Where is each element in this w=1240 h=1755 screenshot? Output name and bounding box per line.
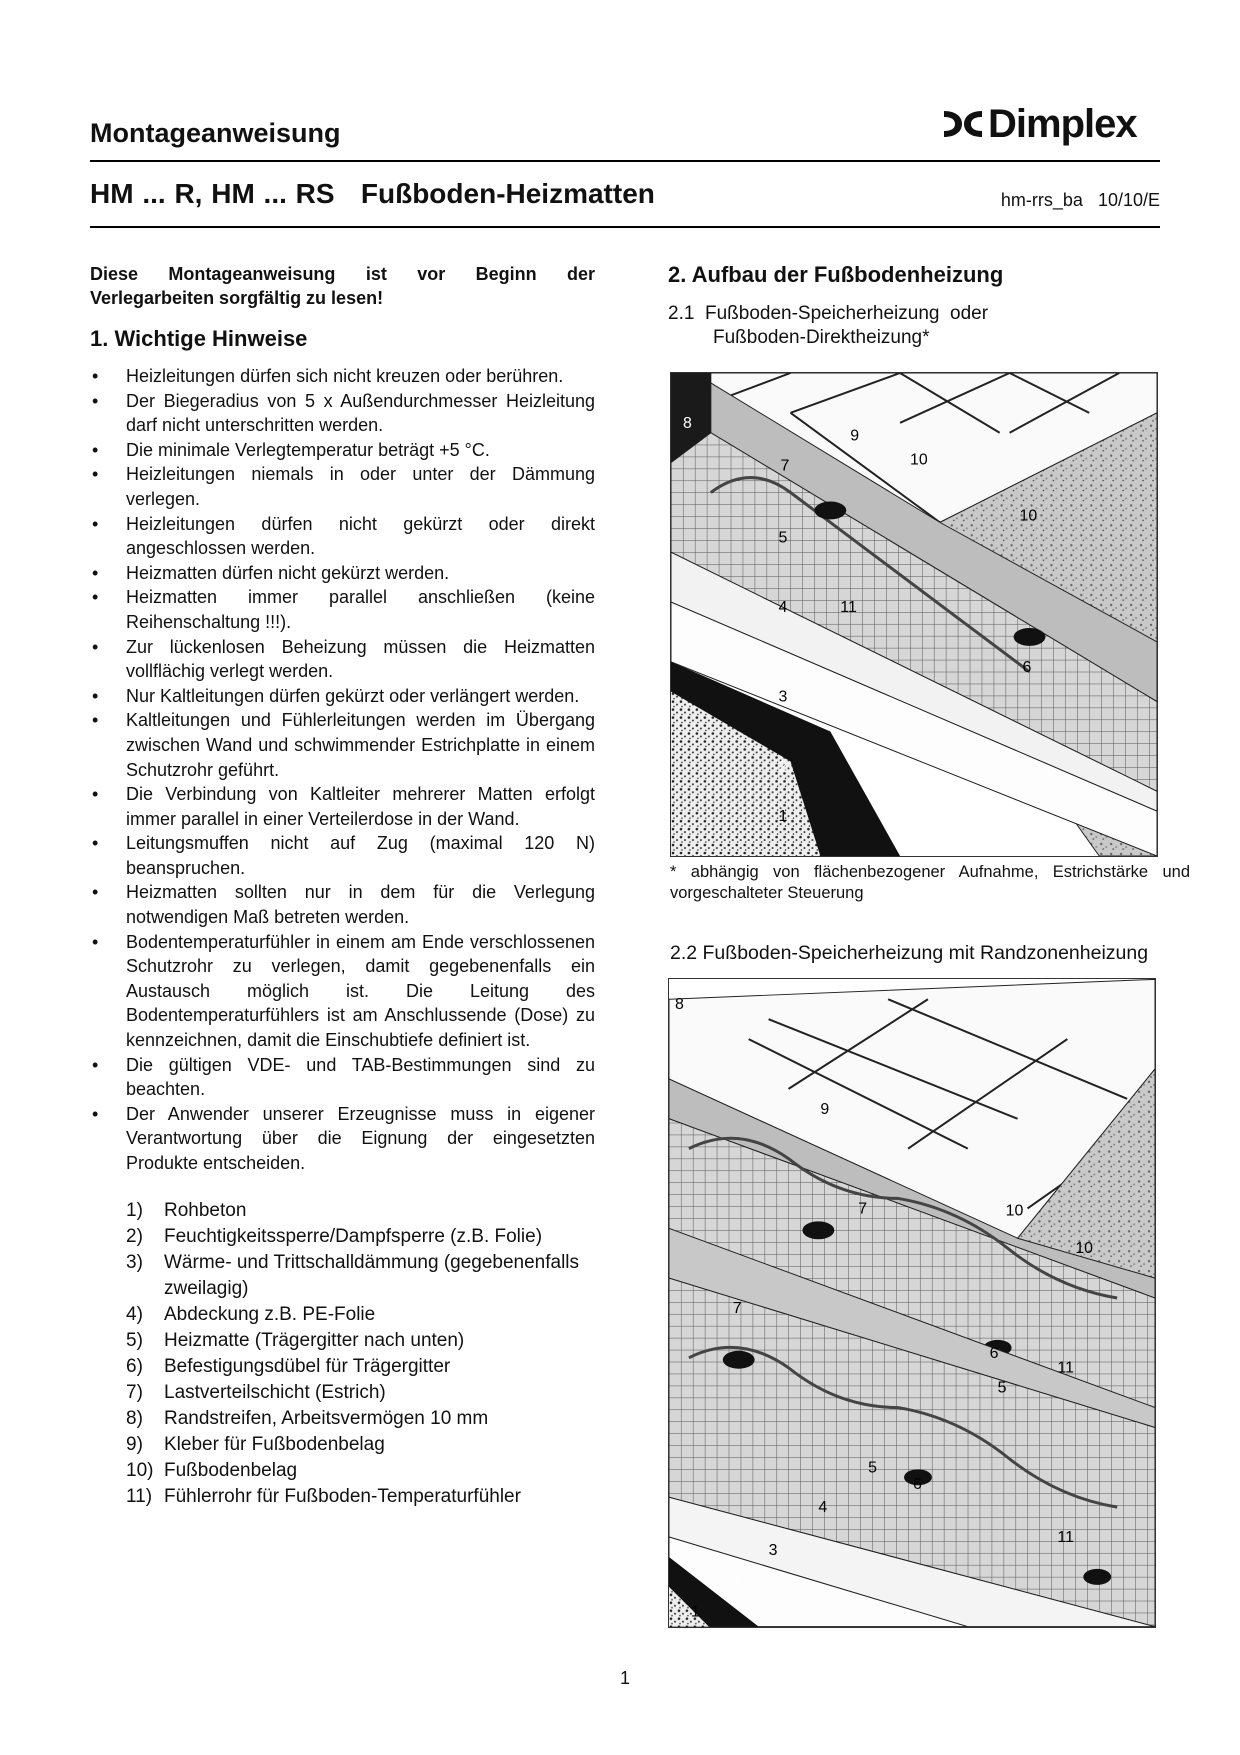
notes-list	[90, 364, 595, 1176]
list-item: • Die gültigen VDE- und TAB-Bestimmungen sind zu beachten.	[90, 1053, 595, 1102]
figure-label: 4	[778, 599, 788, 617]
subsection-2-1-title	[668, 302, 1188, 350]
figure-label: 3	[768, 1541, 778, 1559]
legend-list	[126, 1198, 595, 1510]
list-item: • Der Biegeradius von 5 x Außendurchmesser Heizleitung darf nicht unterschritten werden.	[90, 389, 595, 438]
left-column	[90, 262, 595, 1510]
legend-item: 3) Wärme- und Trittschalldämmung (gegebenenfalls zweilagig)	[126, 1251, 580, 1299]
figure-label: 10	[1005, 1202, 1024, 1220]
dowel-icon	[1014, 628, 1046, 646]
subsection-2-1-line1: 2.1 Fußboden-Speicherheizung oder	[668, 303, 989, 324]
legend-item: 4) Abdeckung z.B. PE-Folie	[126, 1303, 376, 1325]
figure-label: 6	[912, 1476, 922, 1494]
figure-label: 10	[1075, 1240, 1094, 1258]
figure-label: 5	[997, 1379, 1007, 1397]
figure-label: 2	[778, 758, 788, 776]
figure-label: 10	[910, 451, 928, 469]
right-column	[668, 262, 1188, 350]
list-item: • Der Anwender unserer Erzeugnisse muss in eigener Verantwortung über die Eignung der eingesetzten Produkte entscheiden.	[90, 1102, 595, 1176]
figure-label: 7	[732, 1299, 742, 1317]
list-item: • Heizleitungen dürfen sich nicht kreuzen oder berühren.	[90, 364, 595, 389]
page-number: 1	[620, 1668, 631, 1688]
figure-label: 6	[1022, 658, 1032, 676]
list-item: • Bodentemperaturfühler in einem am Ende verschlossenen Schutzrohr zu verlegen, damit gegebenenfalls ein Austausch möglich ist. Die Leitung des Bodentemperaturfühlers ist am Anschlussende (Dose) zu kennzeichnen, damit die Einschubtiefe definiert ist.	[90, 930, 595, 1053]
section-2-title: 2. Aufbau der Fußbodenheizung	[668, 262, 1004, 287]
legend-item: 2) Feuchtigkeitssperre/Dampfsperre (z.B. Folie)	[126, 1225, 543, 1247]
brand-name: Dimplex	[988, 101, 1137, 146]
header-rule-top	[90, 160, 1160, 162]
product-title: HM ... R, HM ... RS Fußboden-Heizmatten	[90, 178, 655, 209]
list-item: • Leitungsmuffen nicht auf Zug (maximal 120 N) beanspruchen.	[90, 831, 595, 880]
list-item: • Heizmatten immer parallel anschließen (keine Reihenschaltung !!!).	[90, 585, 595, 634]
figure-label: 5	[868, 1459, 878, 1477]
legend-item: 9) Kleber für Fußbodenbelag	[126, 1433, 385, 1455]
dimplex-logo-icon	[940, 105, 986, 143]
legend-item: 6) Befestigungsdübel für Trägergitter	[126, 1355, 451, 1377]
list-item: • Kaltleitungen und Fühlerleitungen werden im Übergang zwischen Wand und schwimmender Estrichplatte in einem Schutzrohr geführt.	[90, 708, 595, 782]
figure-label: 1	[690, 1603, 700, 1621]
list-item: • Heizleitungen dürfen nicht gekürzt oder direkt angeschlossen werden.	[90, 512, 595, 561]
figure-label: 6	[989, 1344, 999, 1362]
section-1-title: 1. Wichtige Hinweise	[90, 326, 308, 351]
footnote: * abhängig von flächenbezogener Aufnahme, Estrichstärke und vorgeschalteter Steuerung	[670, 863, 1190, 902]
legend-item: 1) Rohbeton	[126, 1199, 247, 1221]
dowel-icon	[814, 501, 846, 519]
figure-label: 2	[730, 1571, 740, 1589]
legend-item: 7) Lastverteilschicht (Estrich)	[126, 1381, 386, 1403]
intro-text: Diese Montageanweisung ist vor Beginn der Verlegarbeiten sorgfältig zu lesen!	[90, 264, 595, 308]
brand-logo	[940, 100, 1160, 148]
list-item: • Die minimale Verlegtemperatur beträgt +5 °C.	[90, 438, 595, 463]
figure-label: 10	[1019, 507, 1038, 525]
subsection-2-1-line2: Fußboden-Direktheizung*	[713, 327, 930, 348]
list-item: • Nur Kaltleitungen dürfen gekürzt oder verlängert werden.	[90, 684, 595, 709]
legend-item: 5) Heizmatte (Trägergitter nach unten)	[126, 1329, 465, 1351]
header-rule-bottom	[90, 226, 1160, 228]
figure-label: 9	[820, 1100, 830, 1118]
document-type: Montageanweisung	[90, 118, 341, 148]
list-item: • Die Verbindung von Kaltleiter mehrerer Matten erfolgt immer parallel in einer Verteilerdose in der Wand.	[90, 782, 595, 831]
list-item: • Heizleitungen niemals in oder unter der Dämmung verlegen.	[90, 462, 595, 511]
figure-label: 7	[780, 457, 790, 475]
figure-2-2-edge-zone-heating	[668, 978, 1156, 1628]
figure-2-1-floor-heating-layers	[670, 372, 1158, 857]
list-item: • Zur lückenlosen Beheizung müssen die Heizmatten vollflächig verlegt werden.	[90, 635, 595, 684]
figure-label: 11	[1057, 1529, 1074, 1547]
figure-label: 5	[778, 529, 788, 547]
legend-item: 11) Fühlerrohr für Fußboden-Temperaturfühler	[126, 1485, 521, 1507]
subsection-2-2-title: 2.2 Fußboden-Speicherheizung mit Randzonenheizung	[670, 942, 1149, 964]
figure-label: 7	[858, 1200, 868, 1218]
legend-item: 8) Randstreifen, Arbeitsvermögen 10 mm	[126, 1407, 489, 1429]
figure-label: 9	[850, 427, 860, 445]
figure-label: 11	[840, 599, 857, 617]
figure-label: 4	[818, 1499, 828, 1517]
legend-item: 10) Fußbodenbelag	[126, 1459, 298, 1481]
list-item: • Heizmatten dürfen nicht gekürzt werden.	[90, 561, 595, 586]
figure-label: 8	[674, 996, 684, 1014]
document-code: hm-rrs_ba 10/10/E	[1000, 190, 1160, 210]
list-item: • Heizmatten sollten nur in dem für die Verlegung notwendigen Maß betreten werden.	[90, 880, 595, 929]
figure-label: 8	[682, 414, 692, 432]
figure-label: 3	[778, 688, 788, 706]
figure-label: 11	[1057, 1359, 1074, 1377]
figure-label: 1	[778, 808, 788, 826]
